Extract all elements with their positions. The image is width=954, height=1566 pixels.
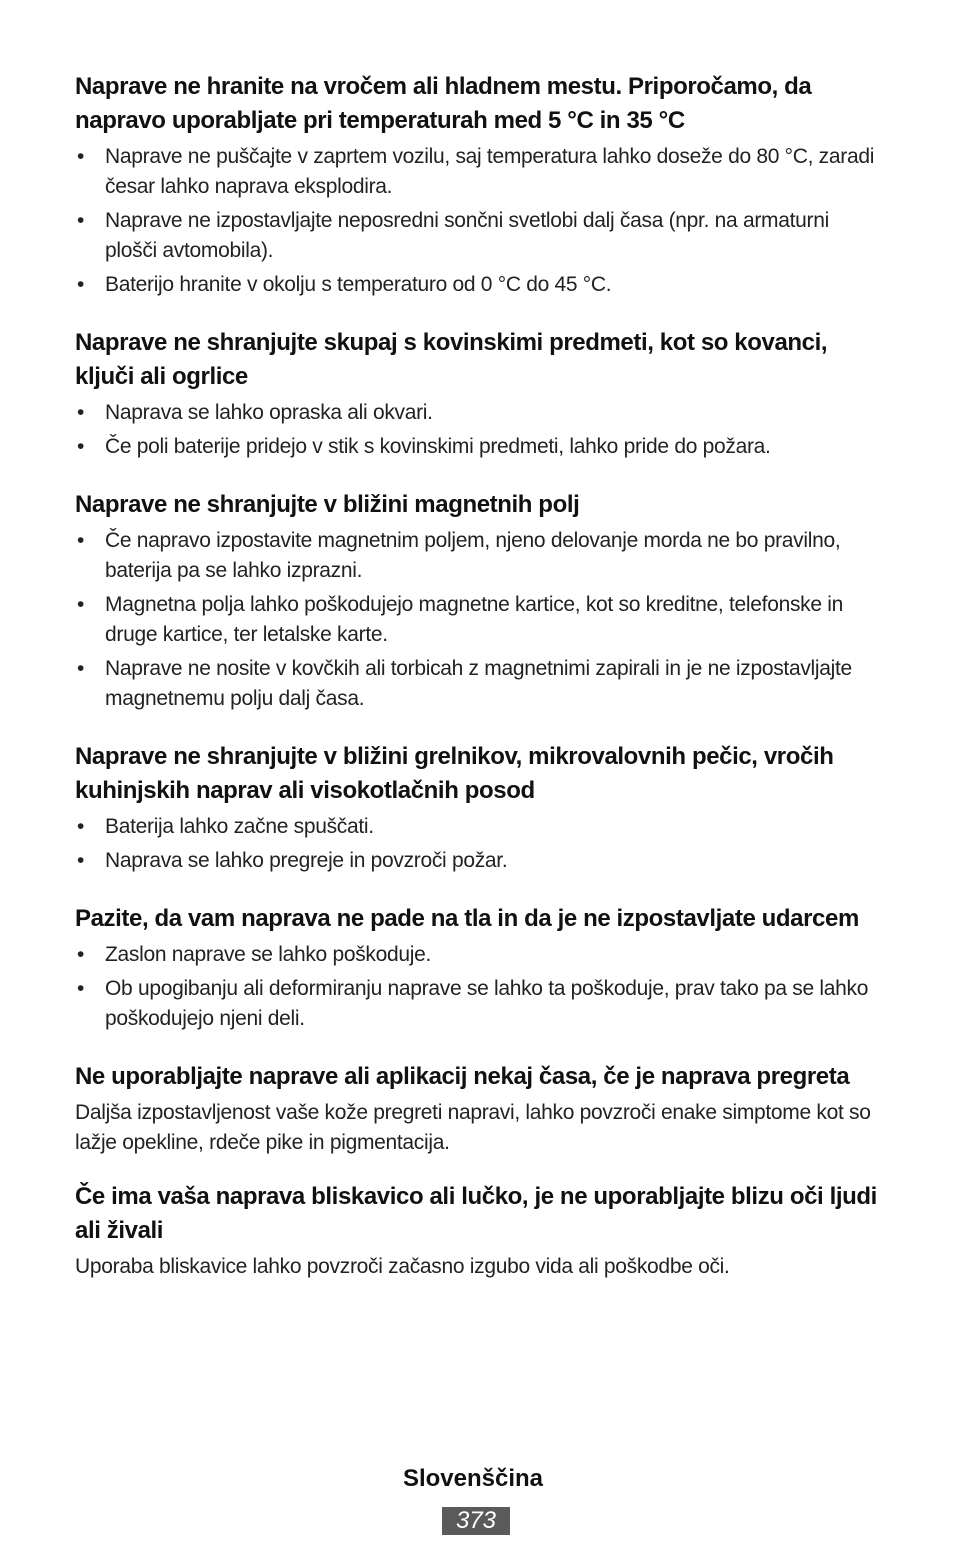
section-overheated — [75, 1060, 880, 1158]
list-item-text: Naprava se lahko opraska ali okvari. — [105, 401, 433, 424]
bullet-icon: • — [77, 815, 85, 838]
list-item-text: Magnetna polja lahko poškodujejo magnetne kartice, kot so kreditne, telefonske in druge kartice, ter letalske karte. — [105, 593, 844, 646]
section-heading: Naprave ne shranjujte v bližini magnetnih polj — [75, 491, 580, 518]
section-heaters — [75, 740, 880, 876]
bullet-icon: • — [77, 273, 85, 296]
bullet-list — [75, 526, 880, 714]
section-paragraph: Daljša izpostavljenost vaše kože pregreti napravi, lahko povzroči enake simptome kot so lažje opekline, rdeče pike in pigmentacija. — [75, 1101, 871, 1154]
list-item-text: Naprave ne nosite v kovčkih ali torbicah z magnetnimi zapirali in je ne izpostavljajte magnetnemu polju dalj časa. — [105, 657, 852, 710]
list-item-text: Ob upogibanju ali deformiranju naprave se lahko ta poškoduje, prav tako pa se lahko poškodujejo njeni deli. — [105, 977, 869, 1030]
document-body — [75, 70, 880, 1282]
section-drops — [75, 902, 880, 1034]
bullet-icon: • — [77, 943, 85, 966]
list-item-text: Baterijo hranite v okolju s temperaturo od 0 °C do 45 °C. — [105, 273, 612, 296]
section-heading: Ne uporabljajte naprave ali aplikacij nekaj časa, če je naprava pregreta — [75, 1063, 850, 1090]
section-magnetic-fields — [75, 488, 880, 714]
bullet-icon: • — [77, 593, 85, 616]
list-item-text: Če napravo izpostavite magnetnim poljem, njeno delovanje morda ne bo pravilno, baterija pa se lahko izprazni. — [105, 529, 841, 582]
list-item — [75, 432, 880, 462]
list-item — [75, 590, 880, 650]
list-item — [75, 270, 880, 300]
bullet-icon: • — [77, 435, 85, 458]
section-flash — [75, 1180, 880, 1282]
list-item-text: Naprave ne izpostavljajte neposredni sončni svetlobi dalj časa (npr. na armaturni plošči avtomobila). — [105, 209, 829, 262]
bullet-icon: • — [77, 209, 85, 232]
list-item — [75, 812, 880, 842]
section-heading: Naprave ne hranite na vročem ali hladnem mestu. Priporočamo, da napravo uporabljate pri temperaturah med 5 °C in 35 °C — [75, 73, 812, 134]
section-heading: Pazite, da vam naprava ne pade na tla in da je ne izpostavljate udarcem — [75, 905, 859, 932]
list-item-text: Naprave ne puščajte v zaprtem vozilu, saj temperatura lahko doseže do 80 °C, zaradi česar lahko naprava eksplodira. — [105, 145, 875, 198]
list-item — [75, 940, 880, 970]
page-number: 373 — [442, 1507, 510, 1535]
list-item-text: Naprava se lahko pregreje in povzroči požar. — [105, 849, 508, 872]
footer-language: Slovenščina — [402, 1465, 544, 1492]
list-item — [75, 526, 880, 586]
list-item — [75, 654, 880, 714]
list-item — [75, 974, 880, 1034]
section-heading: Naprave ne shranjujte skupaj s kovinskimi predmeti, kot so kovanci, ključi ali ogrlice — [75, 329, 828, 390]
section-paragraph: Uporaba bliskavice lahko povzroči začasno izgubo vida ali poškodbe oči. — [75, 1255, 730, 1278]
section-heading: Naprave ne shranjujte v bližini grelnikov, mikrovalovnih pečic, vročih kuhinjskih naprav ali visokotlačnih posod — [75, 743, 834, 804]
list-item — [75, 398, 880, 428]
bullet-icon: • — [77, 401, 85, 424]
bullet-list — [75, 398, 880, 462]
list-item-text: Če poli baterije pridejo v stik s kovinskimi predmeti, lahko pride do požara. — [105, 435, 771, 458]
section-temperature — [75, 70, 880, 300]
list-item-text: Zaslon naprave se lahko poškoduje. — [105, 943, 432, 966]
bullet-list — [75, 940, 880, 1034]
bullet-icon: • — [77, 849, 85, 872]
list-item-text: Baterija lahko začne spuščati. — [105, 815, 374, 838]
bullet-list — [75, 142, 880, 300]
bullet-icon: • — [77, 977, 85, 1000]
bullet-icon: • — [77, 145, 85, 168]
bullet-icon: • — [77, 529, 85, 552]
list-item — [75, 206, 880, 266]
bullet-list — [75, 812, 880, 876]
section-heading: Če ima vaša naprava bliskavico ali lučko, je ne uporabljajte blizu oči ljudi ali živali — [75, 1183, 877, 1244]
section-metal-objects — [75, 326, 880, 462]
bullet-icon: • — [77, 657, 85, 680]
list-item — [75, 846, 880, 876]
list-item — [75, 142, 880, 202]
